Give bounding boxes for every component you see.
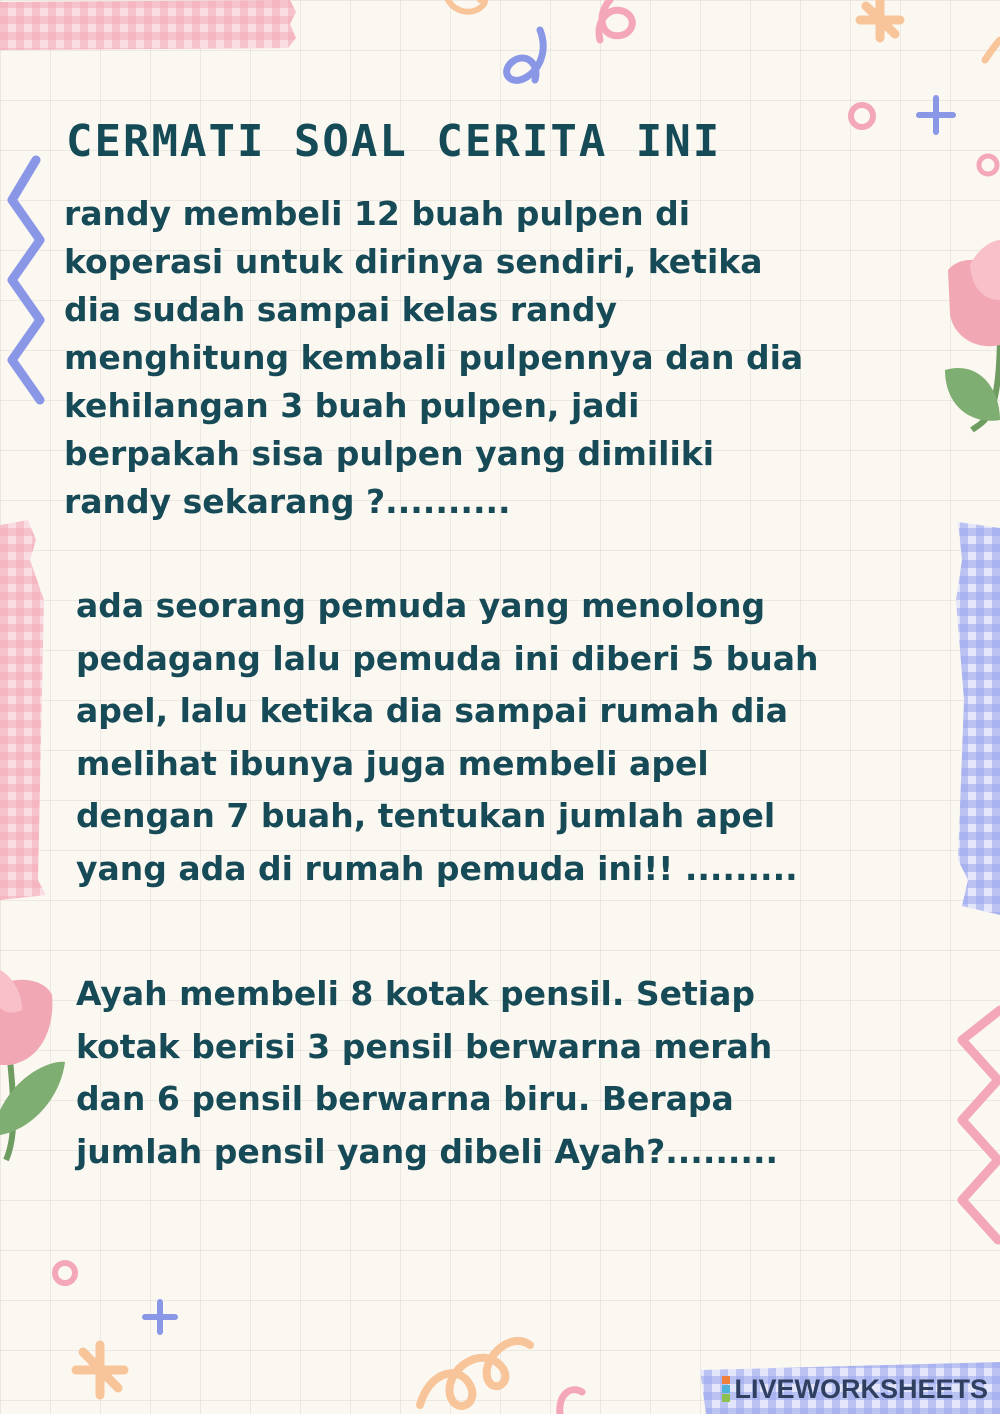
story-line: dia sudah sampai kelas randy [64,290,618,329]
story-line: jumlah pensil yang dibeli Ayah?......... [76,1131,779,1171]
story-line: koperasi untuk dirinya sendiri, ketika [64,242,763,281]
blue-plus-star-top [919,98,953,132]
story-line: yang ada di rumah pemuda ini!! ......... [76,848,798,888]
story-line: dengan 7 buah, tentukan jumlah apel [76,796,776,835]
tulip-flower-right [945,240,1000,430]
story-problem-1 [64,190,949,526]
pink-circle-bottom [55,1263,75,1283]
story-line: kotak berisi 3 pensil berwarna merah [76,1026,773,1066]
blue-zigzag [12,160,40,400]
orange-sparkle-top [860,0,900,38]
pink-squiggle-bottom [560,1390,582,1414]
blue-squiggle-top [507,30,543,80]
brand-label: LIVEWORKSHEETS [734,1373,988,1404]
story-problem-2 [76,580,956,895]
story-line: berpakah sisa pulpen yang dimiliki [64,434,715,473]
blue-gingham-tape-right [956,522,1000,915]
pink-circle-top [851,105,873,127]
pink-gingham-tape-left [0,520,46,900]
orange-squiggle-top [448,0,485,12]
story-line: randy membeli 12 buah pulpen di [64,194,691,233]
orange-squiggle-bottom [420,1341,530,1406]
blue-plus-star-bottom [145,1302,175,1332]
story-line: Ayah membeli 8 kotak pensil. Setiap [76,974,755,1013]
pink-circle-right [979,156,997,174]
story-line: ada seorang pemuda yang menolong [76,586,766,625]
pink-squiggle-top [599,0,632,40]
orange-squiggle-right [985,40,1000,60]
story-line: menghitung kembali pulpennya dan dia [64,338,804,377]
liveworksheets-watermark [722,1374,988,1404]
orange-sparkle-bottom [76,1345,124,1395]
page-heading: CERMATI SOAL CERITA INI [66,116,722,167]
story-line: apel, lalu ketika dia sampai rumah dia [76,691,788,730]
story-line: randy sekarang ?.......... [64,482,511,521]
story-line: dan 6 pensil berwarna biru. Berapa [76,1079,734,1118]
liveworksheets-logo-icon [722,1376,730,1402]
story-problem-3 [76,968,926,1178]
story-line: pedagang lalu pemuda ini diberi 5 buah [76,638,819,678]
story-line: kehilangan 3 buah pulpen, jadi [64,386,640,425]
tulip-flower-left [0,970,65,1160]
pink-zigzag [962,1010,1000,1240]
story-line: melihat ibunya juga membeli apel [76,743,709,783]
pink-gingham-tape-top [0,0,296,50]
